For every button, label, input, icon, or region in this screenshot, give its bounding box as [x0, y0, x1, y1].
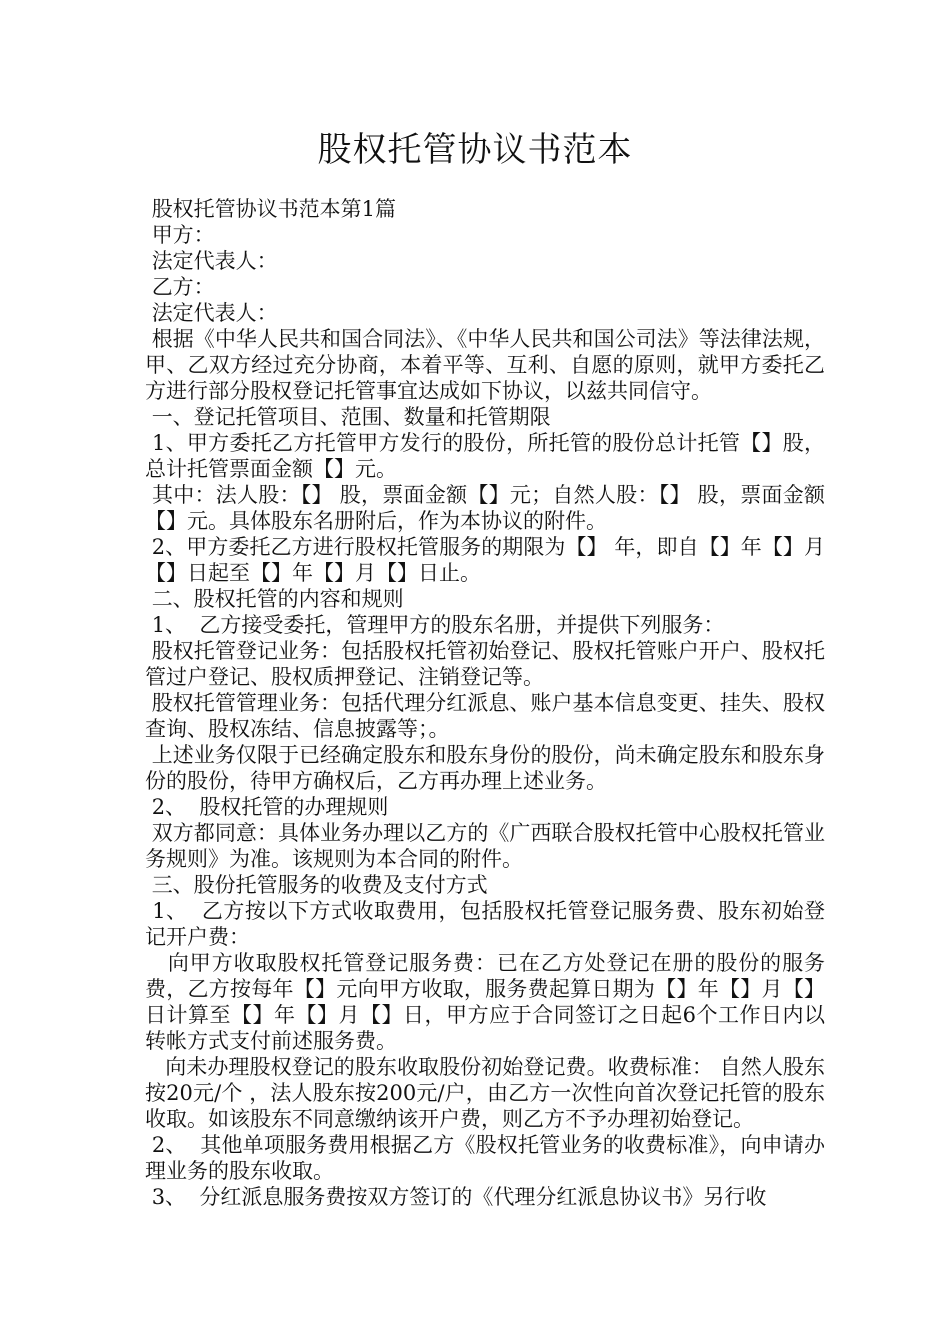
paragraph: 向甲方收取股权托管登记服务费：已在乙方处登记在册的股份的服务费，乙方按每年【】元向甲方收取，服务费起算日期为【】年【】月【】日计算至【】年【】月【】日，甲方应于合同签订之日起6个工作日内以转帐方式支付前述服务费。: [145, 951, 826, 1053]
document-body: [145, 196, 825, 1210]
paragraph: 股权托管协议书范本第1篇: [145, 197, 397, 221]
paragraph: 二、股权托管的内容和规则: [145, 587, 404, 611]
paragraph: 股权托管管理业务：包括代理分红派息、账户基本信息变更、挂失、股权查询、股权冻结、信息披露等；。: [145, 691, 825, 741]
paragraph: 三、股份托管服务的收费及支付方式: [145, 873, 488, 897]
paragraph: 根据《中华人民共和国合同法》、《中华人民共和国公司法》等法律法规，甲、乙双方经过充分协商，本着平等、互利、自愿的原则，就甲方委托乙方进行部分股权登记托管事宜达成如下协议，以兹共同信守。: [145, 327, 825, 403]
paragraph: 1、 乙方按以下方式收取费用，包括股权托管登记服务费、股东初始登记开户费：: [145, 899, 825, 949]
paragraph: 2、 股权托管的办理规则: [145, 795, 389, 819]
paragraph: 双方都同意：具体业务办理以乙方的《广西联合股权托管中心股权托管业务规则》为准。该规则为本合同的附件。: [145, 821, 825, 871]
paragraph: 甲方：: [145, 223, 215, 247]
paragraph: 法定代表人：: [145, 249, 278, 273]
paragraph: 1、 乙方接受委托，管理甲方的股东名册，并提供下列服务：: [145, 613, 725, 637]
paragraph: 2、甲方委托乙方进行股权托管服务的期限为【】 年，即自【】年【】月【】日起至【】年【】月【】日止。: [145, 535, 825, 585]
paragraph: 3、 分红派息服务费按双方签订的《代理分红派息协议书》另行收: [145, 1185, 767, 1209]
paragraph: 其中：法人股：【】 股，票面金额【】元；自然人股：【】 股，票面金额【】元。具体股东名册附后，作为本协议的附件。: [145, 483, 825, 533]
paragraph: 向未办理股权登记的股东收取股份初始登记费。收费标准： 自然人股东按20元/个 ，法人股东按200元/户，由乙方一次性向首次登记托管的股东收取。如该股东不同意缴纳该开户费，则乙方不予办理初始登记。: [145, 1055, 825, 1131]
document-title: 股权托管协议书范本: [317, 130, 633, 170]
paragraph: 股权托管登记业务：包括股权托管初始登记、股权托管账户开户、股权托管过户登记、股权质押登记、注销登记等。: [145, 639, 825, 689]
paragraph: 2、 其他单项服务费用根据乙方《股权托管业务的收费标准》，向申请办理业务的股东收取。: [145, 1133, 825, 1183]
paragraph: 乙方：: [145, 275, 215, 299]
paragraph: 法定代表人：: [145, 301, 278, 325]
paragraph: 一、登记托管项目、范围、数量和托管期限: [145, 405, 551, 429]
paragraph: 上述业务仅限于已经确定股东和股东身份的股份，尚未确定股东和股东身份的股份，待甲方确权后，乙方再办理上述业务。: [145, 743, 825, 793]
paragraph: 1、甲方委托乙方托管甲方发行的股份，所托管的股份总计托管【】股，总计托管票面金额【】元。: [145, 431, 826, 481]
